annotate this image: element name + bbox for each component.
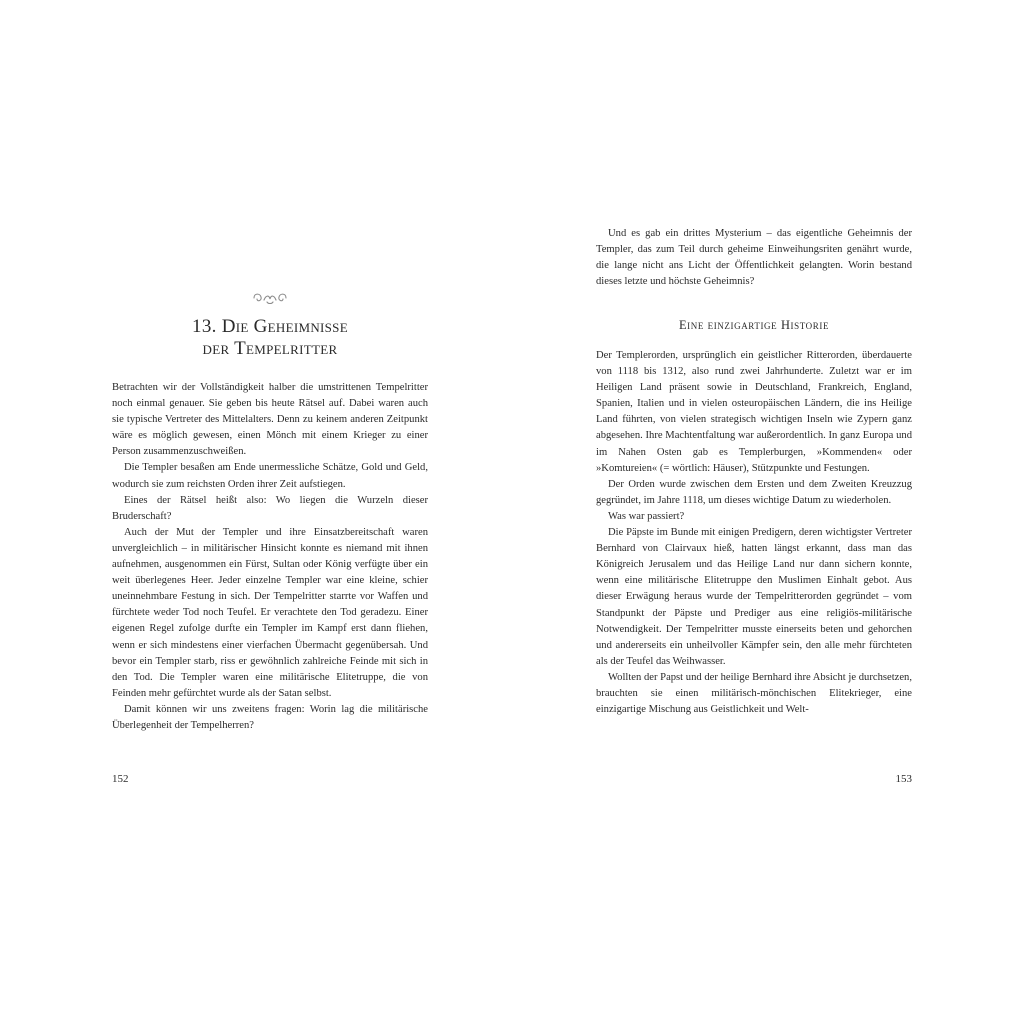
right-page (596, 0, 912, 1024)
paragraph: Was war passiert? (608, 510, 685, 522)
right-intro-text (596, 226, 912, 290)
paragraph: Die Templer besaßen am Ende unermessliche Schätze, Gold und Geld, wodurch sie zum reichsten Orden ihrer Zeit aufstiegen. (112, 462, 428, 490)
paragraph: Der Orden wurde zwischen dem Ersten und dem Zweiten Kreuzzug gegründet, im Jahre 1118, um dieses wichtige Datum zu wiederholen. (596, 478, 912, 506)
page-number-left: 152 (112, 773, 129, 785)
chapter-title-line-1: 13. Die Geheimnisse (192, 316, 348, 337)
paragraph: Und es gab ein drittes Mysterium – das eigentliche Geheimnis der Templer, das zum Teil durch geheime Einweihungsriten genährt wurde, die lange nicht ans Licht der Öffentlichkeit gelangten. Worin bestand dieses letzte und höchste Geheimnis? (596, 228, 912, 288)
chapter-title-line-2: der Tempelritter (202, 338, 338, 359)
paragraph: Wollten der Papst und der heilige Bernhard ihre Absicht je durchsetzen, brauchten sie einen militärisch-mönchischen Elitekrieger, eine einzigartige Mischung aus Geistlichkeit und Welt- (596, 671, 912, 716)
paragraph: Eines der Rätsel heißt also: Wo liegen die Wurzeln dieser Bruderschaft? (112, 494, 428, 522)
flourish-ornament-icon (112, 290, 428, 308)
paragraph: Der Templerorden, ursprünglich ein geistlicher Ritterorden, überdauerte von 1118 bis 1312, also rund zwei Jahrhunderte. Zuletzt war er im Heiligen Land präsent sowie in Deutschland, Frankreich, England, Spanien, Italien und in vielen osteuropäischen Ländern, die ins Heilige Land führten, von vielen strategisch wichtigen Inseln wie Zypern ganz abgesehen. Ihre Machtentfaltung war außerordentlich. In ganz Europa und im Nahen Osten gab es Templerburgen, »Kommenden« oder »Komtureien« (= wörtlich: Häuser), Stützpunkte und Festungen. (596, 350, 912, 474)
right-body-text (596, 348, 912, 718)
section-heading: Eine einzigartige Historie (678, 318, 830, 332)
left-page (112, 0, 428, 1024)
paragraph: Auch der Mut der Templer und ihre Einsatzbereitschaft waren unvergleichlich – in militärischer Hinsicht konnte es niemand mit ihnen aufnehmen, ausgenommen ein Fürst, Sultan oder König verfügte über ein weit überlegenes Heer. Jeder einzelne Templer war eine kleine, schier uneinnehmbare Festung in sich. Der Tempelritter starrte vor Waffen und fürchtete weder Tod noch Teufel. Er verachtete den Tod geradezu. Einer eigenen Regel zufolge durfte ein Templer im Kampf erst dann fliehen, wenn er sich mindestens einer vierfachen Übermacht gegenübersah. Und bevor ein Templer starb, riss er gewöhnlich zahlreiche Feinde mit sich in den Tod. Die Templer waren eine militärische Elitetruppe, die von Feinden mehr gefürchtet wurde als der Satan selbst. (112, 526, 428, 699)
chapter-title (112, 316, 428, 360)
page-number-right: 153 (895, 773, 912, 785)
paragraph: Damit können wir uns zweitens fragen: Worin lag die militärische Überlegenheit der Tempelherren? (112, 703, 428, 731)
paragraph: Die Päpste im Bunde mit einigen Predigern, deren wichtigster Vertreter Bernhard von Clairvaux hieß, hatten längst erkannt, dass man das Königreich Jerusalem und das Heilige Land nur dann sichern konnte, wenn eine militärische Elitetruppe den Muslimen Einhalt gebot. Aus dieser Erwägung heraus wurde der Tempelritterorden gegründet – vom Standpunkt der Päpste und Prediger aus eine religiös-militärische Notwendigkeit. Der Tempelritter musste einerseits beten und gehorchen und andererseits ein unheilvoller Kämpfer sein, den alle mehr fürchteten als der Teufel das Weihwasser. (596, 527, 912, 667)
paragraph: Betrachten wir der Vollständigkeit halber die umstrittenen Tempelritter noch einmal genauer. Sie geben bis heute Rätsel auf. Dabei waren auch sie typische Vertreter des Mittelalters. Denn zu keinem anderen Zeitpunkt wäre es möglich gewesen, einen Mönch mit einem Krieger zu einer Person zusammenzuschweißen. (112, 382, 428, 458)
left-body-text (112, 380, 428, 734)
